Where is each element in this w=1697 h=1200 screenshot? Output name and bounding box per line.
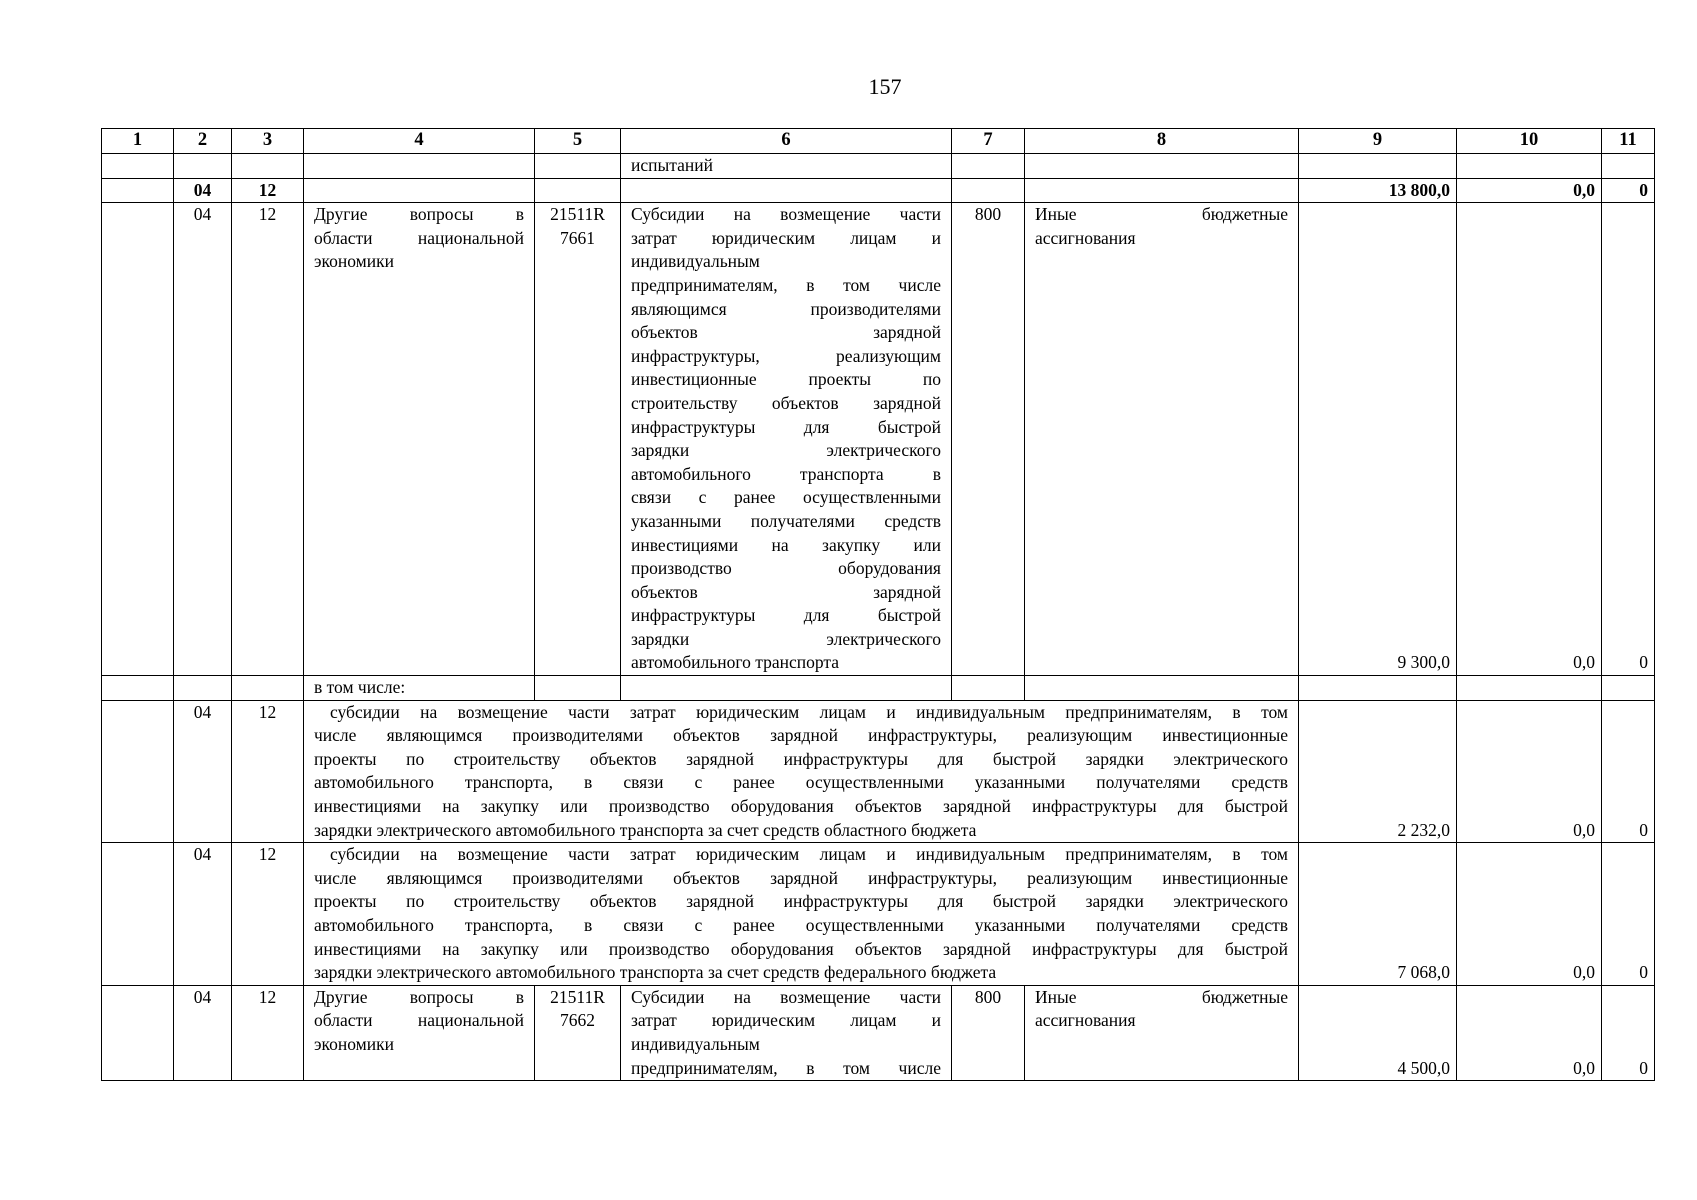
text-line: 21511R [550,204,605,225]
description-cell: Субсидии на возмещение части затрат юридическим лицам и индивидуальным предпринимателям, в том числе являющимся производителями объектов зарядной инфраструктуры, реализующим инвестиционные проекты по строительству объектов зарядной инфраструктуры для быстрой зарядки электрического автомобильного транспорта в связи с ранее осуществленными указанными получателями средств инвестициями на закупку или производство оборудования объектов зарядной инфраструктуры для быстрой зарядки электрического автомобильного транспорта [621,203,952,676]
table-row [102,843,1655,986]
section-code: 04 [174,843,232,986]
amount-cell: 13 800,0 [1299,178,1457,203]
budget-table [101,128,1655,1081]
expense-type-name: Иные бюджетные ассигнования [1025,985,1299,1080]
text-line: 7661 [560,227,595,248]
continued-text-cell: испытаний [621,154,952,179]
amount-cell: 9 300,0 [1299,203,1457,676]
subsection-code: 12 [232,985,304,1080]
table-row [102,203,1655,676]
section-code: 04 [174,985,232,1080]
amount-cell: 0,0 [1457,203,1602,676]
text-line: экономики [314,251,394,272]
page-number: 157 [868,74,902,99]
table-row-total [102,178,1655,203]
amount-cell: 0,0 [1457,843,1602,986]
amount-cell: 0 [1602,843,1655,986]
amount-cell: 0 [1602,203,1655,676]
amount-cell: 0 [1602,985,1655,1080]
header-cell: 6 [621,129,952,154]
expense-type-name: Иные бюджетные ассигнования [1025,203,1299,676]
header-cell: 9 [1299,129,1457,154]
section-name-cell [304,203,535,676]
subsection-code: 12 [232,178,304,203]
amount-cell: 7 068,0 [1299,843,1457,986]
merged-description-cell: субсидии на возмещение части затрат юридическим лицам и индивидуальным предпринимателям, в том числе являющимся производителями объектов зарядной инфраструктуры, реализующим инвестиционные проекты по строительству объектов зарядной инфраструктуры для быстрой зарядки электрического автомобильного транспорта, в связи с ранее осуществленными указанными получателями средств инвестициями на закупку или производство оборудования объектов зарядной инфраструктуры для быстрой зарядки электрического автомобильного транспорта за счет средств федерального бюджета [304,843,1299,986]
header-cell: 7 [952,129,1025,154]
table-header-row [102,129,1655,154]
text-line: Другие вопросы в [314,204,524,225]
header-cell: 1 [102,129,174,154]
section-name-cell: Другие вопросы в области национальной экономики [304,985,535,1080]
target-article-cell [535,203,621,676]
expense-type-code: 800 [952,203,1025,676]
header-cell: 2 [174,129,232,154]
amount-cell: 0,0 [1457,178,1602,203]
amount-cell: 0,0 [1457,985,1602,1080]
text-line: области национальной [314,227,524,248]
header-cell: 4 [304,129,535,154]
section-code: 04 [174,178,232,203]
description-cell: Субсидии на возмещение части затрат юридическим лицам и индивидуальным предпринимателям, в том числе [621,985,952,1080]
table-row [102,985,1655,1080]
amount-cell: 0,0 [1457,700,1602,843]
header-cell: 3 [232,129,304,154]
section-code: 04 [174,203,232,676]
target-article-cell: 21511R 7662 [535,985,621,1080]
table-row [102,700,1655,843]
subsection-code: 12 [232,203,304,676]
table-row [102,154,1655,179]
amount-cell: 4 500,0 [1299,985,1457,1080]
subsection-code: 12 [232,700,304,843]
amount-cell: 0 [1602,178,1655,203]
merged-description-cell: субсидии на возмещение части затрат юридическим лицам и индивидуальным предпринимателям, в том числе являющимся производителями объектов зарядной инфраструктуры, реализующим инвестиционные проекты по строительству объектов зарядной инфраструктуры для быстрой зарядки электрического автомобильного транспорта, в связи с ранее осуществленными указанными получателями средств инвестициями на закупку или производство оборудования объектов зарядной инфраструктуры для быстрой зарядки электрического автомобильного транспорта за счет средств областного бюджета [304,700,1299,843]
subsection-code: 12 [232,843,304,986]
amount-cell: 0 [1602,700,1655,843]
amount-cell: 2 232,0 [1299,700,1457,843]
expense-type-code: 800 [952,985,1025,1080]
header-cell: 11 [1602,129,1655,154]
section-code: 04 [174,700,232,843]
table-row [102,676,1655,701]
header-cell: 10 [1457,129,1602,154]
header-cell: 8 [1025,129,1299,154]
including-label: в том числе: [304,676,535,701]
header-cell: 5 [535,129,621,154]
